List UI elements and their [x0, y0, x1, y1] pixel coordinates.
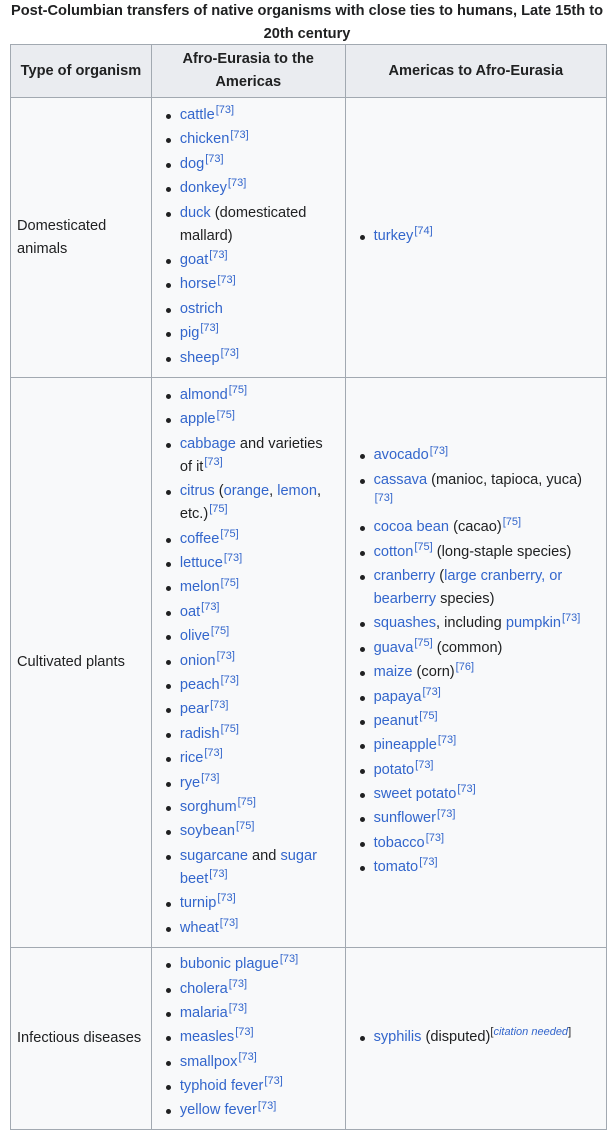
- row-type-label: Cultivated plants: [11, 378, 152, 948]
- organism-link[interactable]: duck: [179, 204, 211, 221]
- list-item: [180, 650, 339, 673]
- reference: [210, 699, 228, 711]
- organism-link[interactable]: cattle: [179, 107, 215, 124]
- organism-link[interactable]: turkey: [373, 228, 414, 245]
- reference-link[interactable]: [73]: [216, 649, 235, 662]
- reference: [205, 153, 223, 165]
- reference: [229, 978, 247, 990]
- list-item: [180, 1051, 339, 1074]
- item-note: (common): [432, 639, 503, 656]
- organism-list: [352, 444, 600, 879]
- reference: [221, 347, 239, 359]
- organism-link[interactable]: maize: [373, 664, 413, 681]
- list-item: [180, 249, 339, 272]
- reference-link[interactable]: [73]: [562, 612, 581, 625]
- list-item: [180, 322, 339, 345]
- reference: [221, 577, 239, 589]
- reference-link[interactable]: [73]: [217, 273, 236, 286]
- organism-link[interactable]: melon: [179, 579, 220, 596]
- item-note: (: [214, 483, 224, 500]
- organism-link[interactable]: pineapple: [373, 737, 437, 754]
- reference: [204, 747, 222, 759]
- list-item: [180, 202, 339, 248]
- columbian-exchange-table: [10, 44, 607, 1130]
- header-to-americas: Afro-Eurasia to the Americas: [151, 45, 345, 98]
- organism-link[interactable]: malaria: [179, 1004, 228, 1021]
- reference-link[interactable]: [73]: [429, 444, 449, 457]
- reference: [220, 528, 238, 540]
- header-to-eurasia: Americas to Afro-Eurasia: [345, 45, 606, 98]
- to-eurasia-cell: [345, 98, 606, 378]
- list-item: [180, 820, 339, 843]
- organism-link[interactable]: avocado: [373, 447, 429, 464]
- list-item: [374, 661, 600, 684]
- list-item: [180, 698, 339, 721]
- reference: [201, 601, 219, 613]
- reference: [375, 492, 393, 504]
- reference: [209, 868, 227, 880]
- organism-link[interactable]: onion: [179, 652, 216, 669]
- to-eurasia-cell: [345, 378, 606, 948]
- organism-link[interactable]: coffee: [179, 530, 220, 547]
- list-item: [180, 480, 339, 526]
- organism-link[interactable]: sugarcane: [179, 847, 248, 864]
- reference-link[interactable]: [75]: [209, 503, 228, 516]
- item-note: (manioc, tapioca, yuca): [427, 471, 583, 488]
- reference-link[interactable]: [73]: [374, 491, 393, 504]
- list-item: [180, 917, 339, 940]
- reference-link[interactable]: [75]: [220, 576, 239, 589]
- organism-link[interactable]: syphilis: [373, 1029, 422, 1046]
- reference: [258, 1100, 276, 1112]
- reference: [209, 249, 227, 261]
- reference-link[interactable]: [73]: [227, 177, 247, 190]
- organism-link[interactable]: peanut: [373, 712, 419, 729]
- organism-link[interactable]: pear: [179, 701, 210, 718]
- reference-link[interactable]: [73]: [220, 674, 239, 687]
- list-item: [180, 273, 339, 296]
- reference: [264, 1075, 282, 1087]
- reference: [221, 723, 239, 735]
- organism-link[interactable]: horse: [179, 276, 217, 293]
- list-item: [180, 674, 339, 697]
- list-item: [180, 408, 339, 431]
- list-item: [180, 153, 339, 176]
- list-item: [374, 225, 600, 248]
- reference-link[interactable]: [73]: [215, 104, 235, 117]
- organism-link[interactable]: squashes: [373, 615, 437, 632]
- reference: [229, 384, 247, 396]
- item-note: (cacao): [449, 519, 502, 536]
- item-note: , including: [436, 615, 506, 632]
- list-item: [374, 516, 600, 539]
- reference-link[interactable]: [73]: [209, 867, 228, 880]
- list-item: [180, 796, 339, 819]
- reference-link[interactable]: [73]: [235, 1026, 254, 1039]
- reference: [238, 1051, 256, 1063]
- organism-link[interactable]: bubonic plague: [179, 956, 279, 973]
- reference-link[interactable]: [73]: [204, 747, 223, 760]
- reference: [426, 832, 444, 844]
- organism-link[interactable]: lettuce: [179, 555, 223, 572]
- item-note: (corn): [412, 664, 455, 681]
- organism-list: [158, 953, 339, 1122]
- organism-link[interactable]: soybean: [179, 823, 236, 840]
- list-item: [374, 444, 600, 467]
- organism-link[interactable]: smallpox: [179, 1053, 238, 1070]
- organism-link[interactable]: yellow fever: [179, 1102, 257, 1119]
- organism-link[interactable]: turnip: [179, 895, 217, 912]
- reference: [201, 772, 219, 784]
- table-row: [11, 948, 607, 1130]
- citation-needed-link[interactable]: citation needed: [493, 1026, 569, 1039]
- list-item: [180, 576, 339, 599]
- list-item: [180, 601, 339, 624]
- organism-link[interactable]: orange: [223, 483, 270, 500]
- organism-link[interactable]: measles: [179, 1029, 235, 1046]
- reference-link[interactable]: [75]: [220, 722, 239, 735]
- reference: [204, 456, 222, 468]
- to-americas-cell: [151, 98, 345, 378]
- organism-link[interactable]: apple: [179, 411, 216, 428]
- reference: [456, 661, 474, 673]
- header-type: Type of organism: [11, 45, 152, 98]
- organism-link[interactable]: potato: [373, 761, 415, 778]
- item-note: , etc.): [179, 483, 322, 523]
- reference: [236, 820, 254, 832]
- reference-link[interactable]: [73]: [264, 1075, 283, 1088]
- list-item: [374, 832, 600, 855]
- reference: [419, 856, 437, 868]
- list-item: [180, 1026, 339, 1049]
- table-row: [11, 98, 607, 378]
- organism-link[interactable]: wheat: [179, 919, 219, 936]
- organism-link[interactable]: guava: [373, 639, 414, 656]
- reference-link[interactable]: [75]: [210, 625, 230, 638]
- item-note: species): [436, 590, 495, 607]
- reference: [224, 552, 242, 564]
- list-item: [374, 612, 600, 635]
- reference: [422, 686, 440, 698]
- list-item: [374, 807, 600, 830]
- reference: [200, 322, 218, 334]
- reference: [216, 104, 234, 116]
- reference: [228, 177, 246, 189]
- reference: [415, 759, 433, 771]
- reference: [414, 637, 432, 649]
- reference-link[interactable]: [73]: [228, 1002, 248, 1015]
- table-row: [11, 378, 607, 948]
- list-item: [374, 783, 600, 806]
- reference-link[interactable]: [73]: [457, 783, 476, 796]
- reference-link[interactable]: [75]: [414, 636, 433, 649]
- organism-link[interactable]: cabbage: [179, 435, 236, 452]
- organism-link[interactable]: pumpkin: [505, 615, 561, 632]
- list-item: [374, 541, 600, 564]
- reference: [503, 516, 521, 528]
- reference-link[interactable]: [75]: [414, 540, 433, 553]
- item-note: (: [435, 567, 445, 584]
- list-item: [374, 469, 600, 515]
- organism-list: [158, 384, 339, 939]
- reference-link[interactable]: [76]: [455, 661, 475, 674]
- organism-link[interactable]: almond: [179, 387, 228, 404]
- reference-link[interactable]: [73]: [205, 152, 224, 165]
- item-note: and varieties of it: [179, 435, 323, 475]
- item-note: (long-staple species): [432, 543, 572, 560]
- list-item: [180, 723, 339, 746]
- organism-link[interactable]: donkey: [179, 180, 227, 197]
- reference: [209, 503, 227, 515]
- organism-link[interactable]: cholera: [179, 980, 228, 997]
- organism-link[interactable]: typhoid fever: [179, 1078, 264, 1095]
- reference-link[interactable]: [75]: [228, 384, 248, 397]
- reference: [430, 445, 448, 457]
- organism-link[interactable]: large cranberry, or bearberry: [373, 567, 563, 607]
- list-item: [180, 104, 339, 127]
- reference-link[interactable]: [73]: [201, 600, 220, 613]
- organism-link[interactable]: papaya: [373, 688, 422, 705]
- list-item: [374, 734, 600, 757]
- reference-link[interactable]: [75]: [216, 408, 235, 421]
- reference: [419, 710, 437, 722]
- reference-link[interactable]: [75]: [220, 527, 239, 540]
- reference-link[interactable]: [73]: [223, 552, 243, 565]
- reference-link[interactable]: [73]: [415, 758, 434, 771]
- list-item: [180, 1099, 339, 1122]
- list-item: [180, 845, 339, 891]
- item-note: ,: [269, 483, 278, 500]
- reference-link[interactable]: [73]: [209, 249, 228, 262]
- organism-link[interactable]: chicken: [179, 131, 230, 148]
- list-item: [180, 953, 339, 976]
- organism-link[interactable]: sunflower: [373, 810, 437, 827]
- reference: [220, 917, 238, 929]
- reference-link[interactable]: [75]: [419, 710, 438, 723]
- list-item: [374, 565, 600, 611]
- list-item: [374, 856, 600, 879]
- organism-list: [352, 225, 600, 248]
- reference-link[interactable]: [73]: [279, 953, 299, 966]
- organism-list: [158, 104, 339, 370]
- reference-link[interactable]: [73]: [217, 892, 236, 905]
- reference: [562, 612, 580, 624]
- list-item: [180, 1002, 339, 1025]
- organism-link[interactable]: rye: [179, 774, 201, 791]
- reference-link[interactable]: [73]: [437, 734, 457, 747]
- reference-link[interactable]: [75]: [236, 820, 255, 833]
- reference: [217, 274, 235, 286]
- list-item: [180, 892, 339, 915]
- list-item: [180, 347, 339, 370]
- item-note: and: [248, 847, 281, 864]
- organism-link[interactable]: lemon: [277, 483, 317, 500]
- reference-link[interactable]: [73]: [228, 977, 248, 990]
- reference: [238, 796, 256, 808]
- reference-link[interactable]: [73]: [220, 346, 239, 359]
- reference: [235, 1026, 253, 1038]
- organism-list: [352, 1026, 600, 1049]
- reference: [211, 625, 229, 637]
- organism-link[interactable]: sugar beet: [179, 847, 317, 887]
- list-item: [180, 128, 339, 151]
- reference: [414, 225, 432, 237]
- list-item: [180, 1075, 339, 1098]
- to-americas-cell: [151, 378, 345, 948]
- reference: [217, 892, 235, 904]
- organism-link[interactable]: sheep: [179, 349, 220, 366]
- reference-link[interactable]: [75]: [237, 796, 256, 809]
- reference-link[interactable]: [75]: [502, 516, 522, 529]
- organism-link[interactable]: rice: [179, 750, 204, 767]
- organism-link[interactable]: olive: [179, 628, 210, 645]
- reference-link[interactable]: [73]: [219, 916, 239, 929]
- table-caption: Post-Columbian transfers of native organisms with close ties to humans, Late 15th to 20th century: [11, 3, 603, 42]
- organism-link[interactable]: radish: [179, 725, 220, 742]
- organism-link[interactable]: cocoa bean: [373, 519, 450, 536]
- organism-link[interactable]: dog: [179, 155, 205, 172]
- reference: [229, 1002, 247, 1014]
- reference-link[interactable]: [73]: [238, 1050, 257, 1063]
- reference: [438, 734, 456, 746]
- organism-link[interactable]: oat: [179, 603, 201, 620]
- organism-link[interactable]: sorghum: [179, 798, 237, 815]
- reference-link[interactable]: [73]: [204, 456, 223, 469]
- organism-link[interactable]: cotton: [373, 543, 414, 560]
- reference-link[interactable]: [73]: [230, 128, 249, 141]
- list-item: [374, 759, 600, 782]
- reference: [230, 129, 248, 141]
- reference-link[interactable]: [74]: [414, 225, 433, 238]
- organism-link[interactable]: sweet potato: [373, 786, 457, 803]
- list-item: [180, 978, 339, 1001]
- organism-link[interactable]: cranberry: [373, 567, 436, 584]
- organism-link[interactable]: tomato: [373, 859, 419, 876]
- list-item: [374, 637, 600, 660]
- to-eurasia-cell: [345, 948, 606, 1130]
- reference-link[interactable]: [73]: [257, 1099, 277, 1112]
- organism-link[interactable]: tobacco: [373, 834, 425, 851]
- organism-link[interactable]: cassava: [373, 471, 428, 488]
- organism-link[interactable]: ostrich: [179, 300, 223, 317]
- header-row: [11, 45, 607, 98]
- row-type-label: Infectious diseases: [11, 948, 152, 1130]
- reference: [217, 409, 235, 421]
- reference-link[interactable]: [73]: [422, 685, 441, 698]
- reference: [221, 674, 239, 686]
- reference-link[interactable]: [73]: [425, 831, 445, 844]
- list-item: [374, 1026, 600, 1049]
- organism-link[interactable]: goat: [179, 252, 209, 268]
- reference-link[interactable]: [73]: [210, 698, 229, 711]
- to-americas-cell: [151, 948, 345, 1130]
- reference: [414, 541, 432, 553]
- reference-link[interactable]: [73]: [419, 856, 438, 869]
- list-item: [180, 177, 339, 200]
- list-item: [374, 710, 600, 733]
- reference-link[interactable]: [73]: [200, 322, 219, 335]
- organism-link[interactable]: pig: [179, 325, 200, 342]
- item-note: (domesticated mallard): [179, 204, 307, 244]
- list-item: [180, 384, 339, 407]
- reference: [217, 650, 235, 662]
- list-item: [180, 747, 339, 770]
- list-item: [180, 528, 339, 551]
- citation-needed: [citation needed]: [490, 1026, 572, 1039]
- reference-link[interactable]: [73]: [437, 807, 456, 820]
- reference: [457, 783, 475, 795]
- reference: [437, 808, 455, 820]
- reference: [280, 953, 298, 965]
- list-item: [374, 686, 600, 709]
- row-type-label: Domesticated animals: [11, 98, 152, 378]
- item-note: (disputed): [421, 1029, 491, 1046]
- list-item: [180, 298, 339, 321]
- reference-link[interactable]: [73]: [201, 771, 220, 784]
- organism-link[interactable]: citrus: [179, 483, 215, 500]
- list-item: [180, 552, 339, 575]
- list-item: [180, 772, 339, 795]
- organism-link[interactable]: peach: [179, 677, 220, 693]
- list-item: [180, 433, 339, 479]
- list-item: [180, 625, 339, 648]
